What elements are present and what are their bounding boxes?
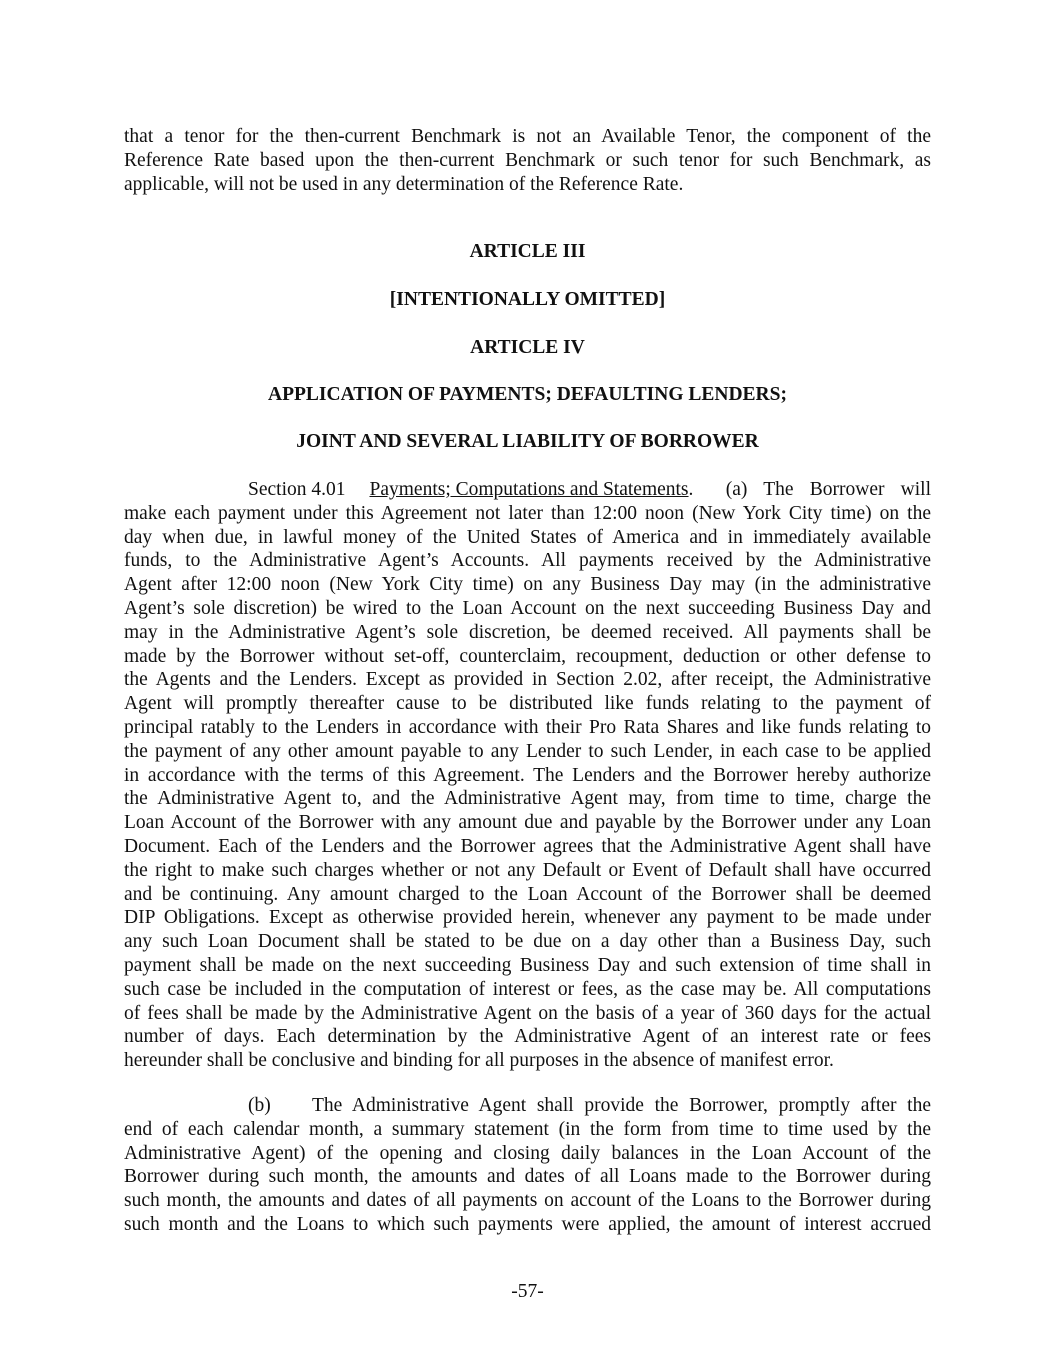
text-line: DIP Obligations. Except as otherwise provided herein, whenever any payment to be made under: [124, 907, 931, 929]
text-line: funds, to the Administrative Agent’s Accounts. All payments received by the Administrative: [124, 550, 931, 572]
text-line: Document. Each of the Lenders and the Borrower agrees that the Administrative Agent shall have: [124, 835, 931, 857]
para-b-first-line-rest: The Administrative Agent shall provide the Borrower, promptly after the: [312, 1095, 931, 1116]
text-line: Reference Rate based upon the then-current Benchmark or such tenor for such Benchmark, as: [124, 149, 931, 171]
text-line: any such Loan Document shall be stated to be due on a day other than a Business Day, such: [124, 931, 931, 953]
article-iii-heading: ARTICLE III: [469, 241, 586, 262]
text-line: principal ratably to the Lenders in accordance with their Pro Rata Shares and like funds relating to: [124, 716, 931, 738]
para-b-first-line: [124, 1094, 931, 1118]
text-line: the payment of any other amount payable to any Lender to such Lender, in each case to be applied: [124, 740, 931, 762]
text-line: the Administrative Agent to, and the Administrative Agent may, from time to time, charge the: [124, 788, 931, 810]
text-line: end of each calendar month, a summary statement (in the form from time to time used by the: [124, 1118, 931, 1140]
text-line: number of days. Each determination by the Administrative Agent of an interest rate or fees: [124, 1026, 931, 1048]
section-4-01: [124, 478, 931, 1073]
article-iv-heading: ARTICLE IV: [470, 337, 585, 358]
article-iv-title-line2: JOINT AND SEVERAL LIABILITY OF BORROWER: [296, 431, 759, 452]
text-line: the right to make such charges whether or not any Default or Event of Default shall have occurred: [124, 859, 931, 881]
text-line: Borrower during such month, the amounts and dates of all Loans made to the Borrower during: [124, 1166, 931, 1188]
text-line: such case be included in the computation of interest or fees, as the case may be. All computations: [124, 978, 931, 1000]
text-line: made by the Borrower without set-off, counterclaim, recoupment, deduction or other defense to: [124, 645, 931, 667]
text-line: hereunder shall be conclusive and binding for all purposes in the absence of manifest error.: [124, 1050, 834, 1072]
section-first-line-rest: . (a) The Borrower will: [688, 479, 931, 500]
text-line: make each payment under this Agreement not later than 12:00 noon (New York City time) on the: [124, 502, 931, 524]
section-title: Payments; Computations and Statements: [369, 479, 689, 500]
text-line: that a tenor for the then-current Benchmark is not an Available Tenor, the component of the: [124, 126, 931, 147]
article-iv-title-line1: APPLICATION OF PAYMENTS; DEFAULTING LENDERS;: [268, 384, 787, 405]
text-line: and be continuing. Any amount charged to the Loan Account of the Borrower shall be deemed: [124, 883, 931, 905]
text-line: may in the Administrative Agent’s sole discretion, be deemed received. All payments shall be: [124, 621, 931, 643]
text-line: applicable, will not be used in any determination of the Reference Rate.: [124, 173, 684, 195]
para-b-label: (b): [248, 1095, 271, 1116]
text-line: Agent’s sole discretion) be wired to the Loan Account on the next succeeding Business Day and: [124, 597, 931, 619]
text-line: the Agents and the Lenders. Except as provided in Section 2.02, after receipt, the Administrative: [124, 669, 931, 691]
text-line: of fees shall be made by the Administrative Agent on the basis of a year of 360 days for the actual: [124, 1002, 931, 1024]
text-line: such month and the Loans to which such payments were applied, the amount of interest accrued: [124, 1213, 931, 1235]
text-line: Loan Account of the Borrower with any amount due and payable by the Borrower under any Loan: [124, 812, 931, 834]
paragraph-b: [124, 1094, 931, 1237]
text-line: in accordance with the terms of this Agreement. The Lenders and the Borrower hereby authorize: [124, 764, 931, 786]
text-line: such month, the amounts and dates of all payments on account of the Loans to the Borrower during: [124, 1190, 931, 1212]
page-number: -57-: [511, 1281, 544, 1302]
text-line: Agent after 12:00 noon (New York City time) on any Business Day may (in the administrative: [124, 574, 931, 596]
intentionally-omitted-heading: [INTENTIONALLY OMITTED]: [389, 289, 666, 310]
section-first-line: [124, 478, 931, 502]
section-number: Section 4.01: [248, 479, 346, 500]
text-line: day when due, in lawful money of the United States of America and in immediately available: [124, 526, 931, 548]
text-line: Agent will promptly thereafter cause to be distributed like funds relating to the payment of: [124, 693, 931, 715]
text-line: payment shall be made on the next succeeding Business Day and such extension of time shall in: [124, 954, 931, 976]
text-line: Administrative Agent) of the opening and closing daily balances in the Loan Account of the: [124, 1142, 931, 1164]
intro-paragraph: [124, 125, 931, 196]
